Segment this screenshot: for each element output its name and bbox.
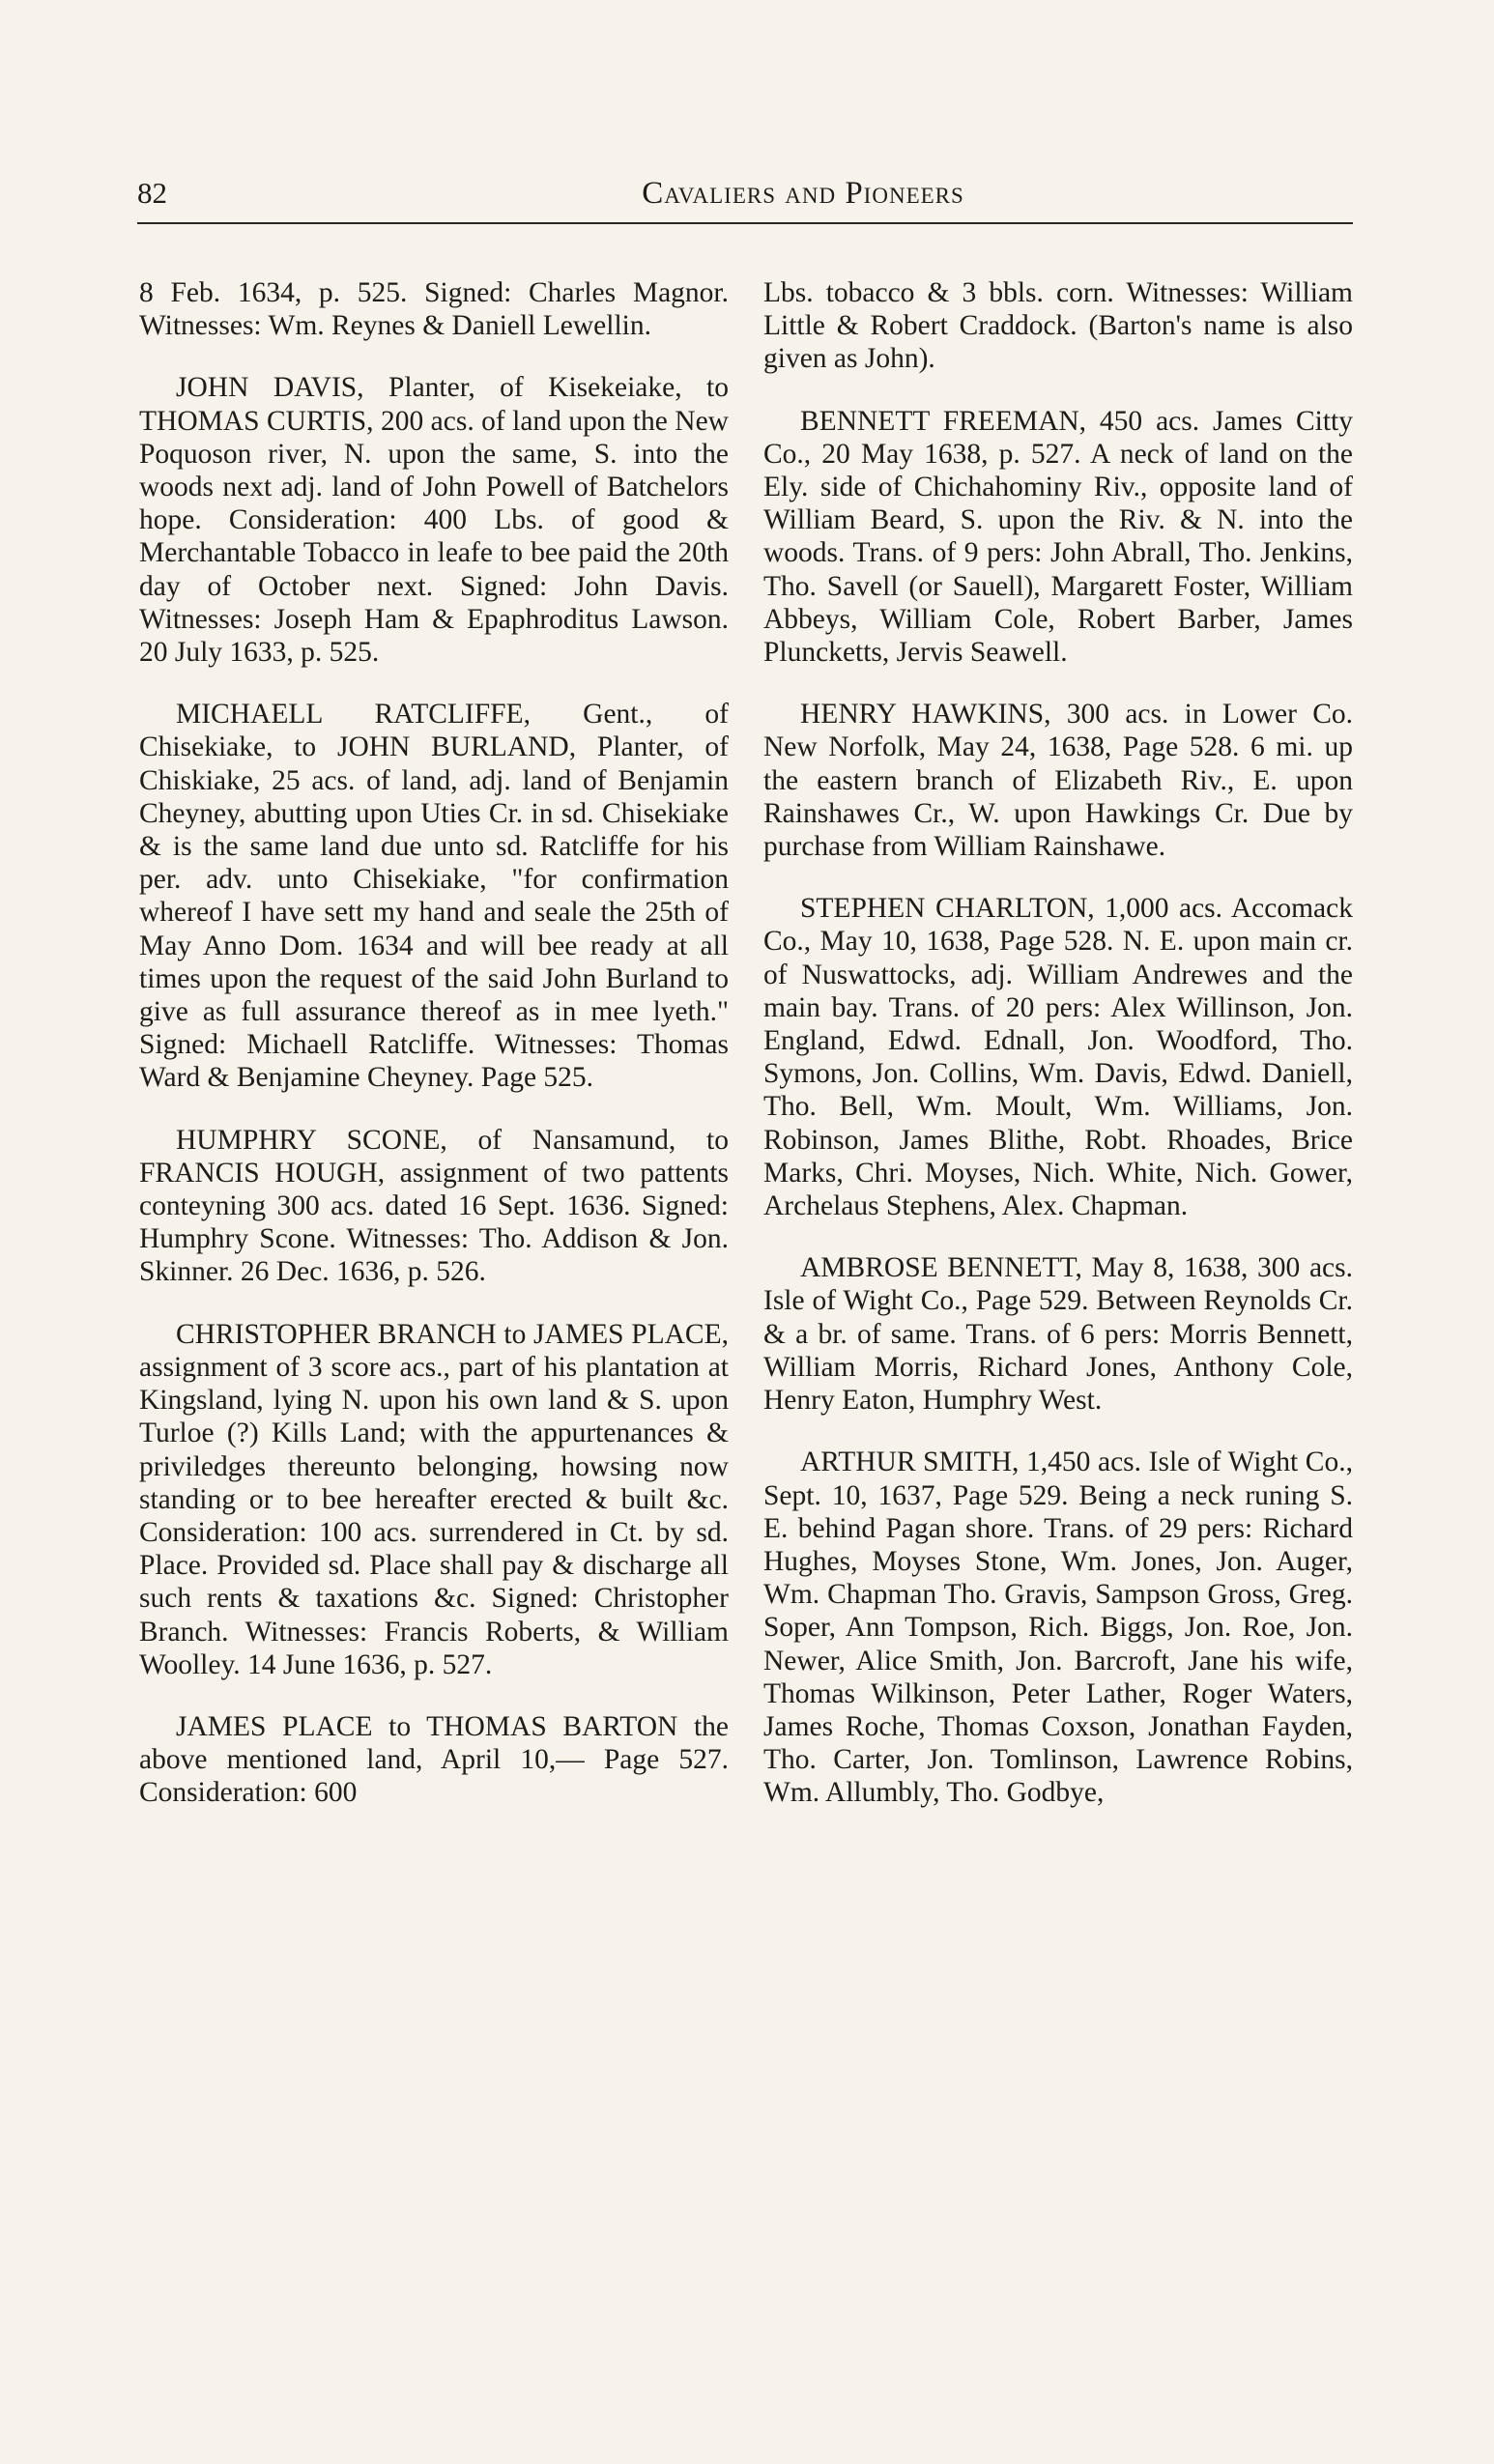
entry-john-davis: JOHN DAVIS, Planter, of Kisekeiake, to THOMAS CURTIS, 200 acs. of land upon the New Poquoson river, N. upon the same, S. into the woods next adj. land of John Powell of Batchelors hope. Consideration: 400 Lbs. of good & Merchantable Tobacco in leafe to bee paid the 20th day of October next. Signed: John Davis. Witnesses: Joseph Ham & Epaphroditus Lawson. 20 July 1633, p. 525. [139,372,729,669]
entry-continued: 8 Feb. 1634, p. 525. Signed: Charles Magnor. Witnesses: Wm. Reynes & Daniell Lewellin. [139,277,729,342]
entry-arthur-smith: ARTHUR SMITH, 1,450 acs. Isle of Wight Co., Sept. 10, 1637, Page 529. Being a neck runing S. E. behind Pagan shore. Trans. of 29 pers: Richard Hughes, Moyses Stone, Wm. Jones, Jon. Auger, Wm. Chapman Tho. Gravis, Sampson Gross, Greg. Soper, Ann Tompson, Rich. Biggs, Jon. Roe, Jon. Newer, Alice Smith, Jon. Barcroft, Jane his wife, Thomas Wilkinson, Peter Lather, Roger Waters, James Roche, Thomas Coxson, Jonathan Fayden, Tho. Carter, Jon. Tomlinson, Lawrence Robins, Wm. Allumbly, Tho. Godbye, [763,1447,1353,1809]
entry-humphry-scone: HUMPHRY SCONE, of Nansamund, to FRANCIS HOUGH, assignment of two pattents conteyning 300 acs. dated 16 Sept. 1636. Signed: Humphry Scone. Witnesses: Tho. Addison & Jon. Skinner. 26 Dec. 1636, p. 526. [139,1124,729,1288]
running-head: Cavaliers and Pioneers [642,176,964,211]
entry-michaell-ratcliffe: MICHAELL RATCLIFFE, Gent., of Chisekiake, to JOHN BURLAND, Planter, of Chiskiake, 25 acs. of land, adj. land of Benjamin Cheyney, abutting upon Uties Cr. in sd. Chisekiake & is the same land due unto sd. Ratcliffe for his per. adv. unto Chisekiake, "for confirmation whereof I have sett my hand and seale the 25th of May Anno Dom. 1634 and will bee ready at all times upon the request of the said John Burland to give as full assurance thereof as in mee lyeth." Signed: Michaell Ratcliffe. Witnesses: Thomas Ward & Benjamine Cheyney. Page 525. [139,699,729,1094]
entry-henry-hawkins: HENRY HAWKINS, 300 acs. in Lower Co. New Norfolk, May 24, 1638, Page 528. 6 mi. up the eastern branch of Elizabeth Riv., E. upon Rainshawes Cr., W. upon Hawkings Cr. Due by purchase from William Rainshawe. [763,699,1353,863]
entry-stephen-charlton: STEPHEN CHARLTON, 1,000 acs. Accomack Co., May 10, 1638, Page 528. N. E. upon main cr. of Nuswattocks, adj. William Andrewes and the main bay. Trans. of 20 pers: Alex Willinson, Jon. England, Edwd. Ednall, Jon. Woodford, Tho. Symons, Jon. Collins, Wm. Davis, Edwd. Daniell, Tho. Bell, Wm. Moult, Wm. Williams, Jon. Robinson, James Blithe, Robt. Rhoades, Brice Marks, Chri. Moyses, Nich. White, Nich. Gower, Archelaus Stephens, Alex. Chapman. [763,893,1353,1222]
page-number: 82 [137,176,167,210]
entry-james-place: JAMES PLACE to THOMAS BARTON the above mentioned land, April 10,— Page 527. Consideration: 600 [139,1710,729,1809]
entry-bennett-freeman: BENNETT FREEMAN, 450 acs. James Citty Co., 20 May 1638, p. 527. A neck of land on the Ely. side of Chichahominy Riv., opposite land of William Beard, S. upon the Riv. & N. into the woods. Trans. of 9 pers: John Abrall, Tho. Jenkins, Tho. Savell (or Sauell), Margarett Foster, William Abbeys, William Cole, Robert Barber, James Pluncketts, Jervis Seawell. [763,405,1353,669]
page-header [137,176,1353,224]
entry-continued: Lbs. tobacco & 3 bbls. corn. Witnesses: William Little & Robert Craddock. (Barton's name is also given as John). [763,277,1353,375]
entry-ambrose-bennett: AMBROSE BENNETT, May 8, 1638, 300 acs. Isle of Wight Co., Page 529. Between Reynolds Cr. & a br. of same. Trans. of 6 pers: Morris Bennett, William Morris, Richard Jones, Anthony Cole, Henry Eaton, Humphry West. [763,1252,1353,1417]
right-column [763,276,1353,1839]
entry-christopher-branch: CHRISTOPHER BRANCH to JAMES PLACE, assignment of 3 score acs., part of his plantation at Kingsland, lying N. upon his own land & S. upon Turloe (?) Kills Land; with the appurtenances & priviledges thereunto belonging, howsing now standing or to bee hereafter erected & built &c. Consideration: 100 acs. surrendered in Ct. by sd. Place. Provided sd. Place shall pay & discharge all such rents & taxations &c. Signed: Christopher Branch. Witnesses: Francis Roberts, & William Woolley. 14 June 1636, p. 527. [139,1318,729,1680]
left-column [139,276,729,1839]
